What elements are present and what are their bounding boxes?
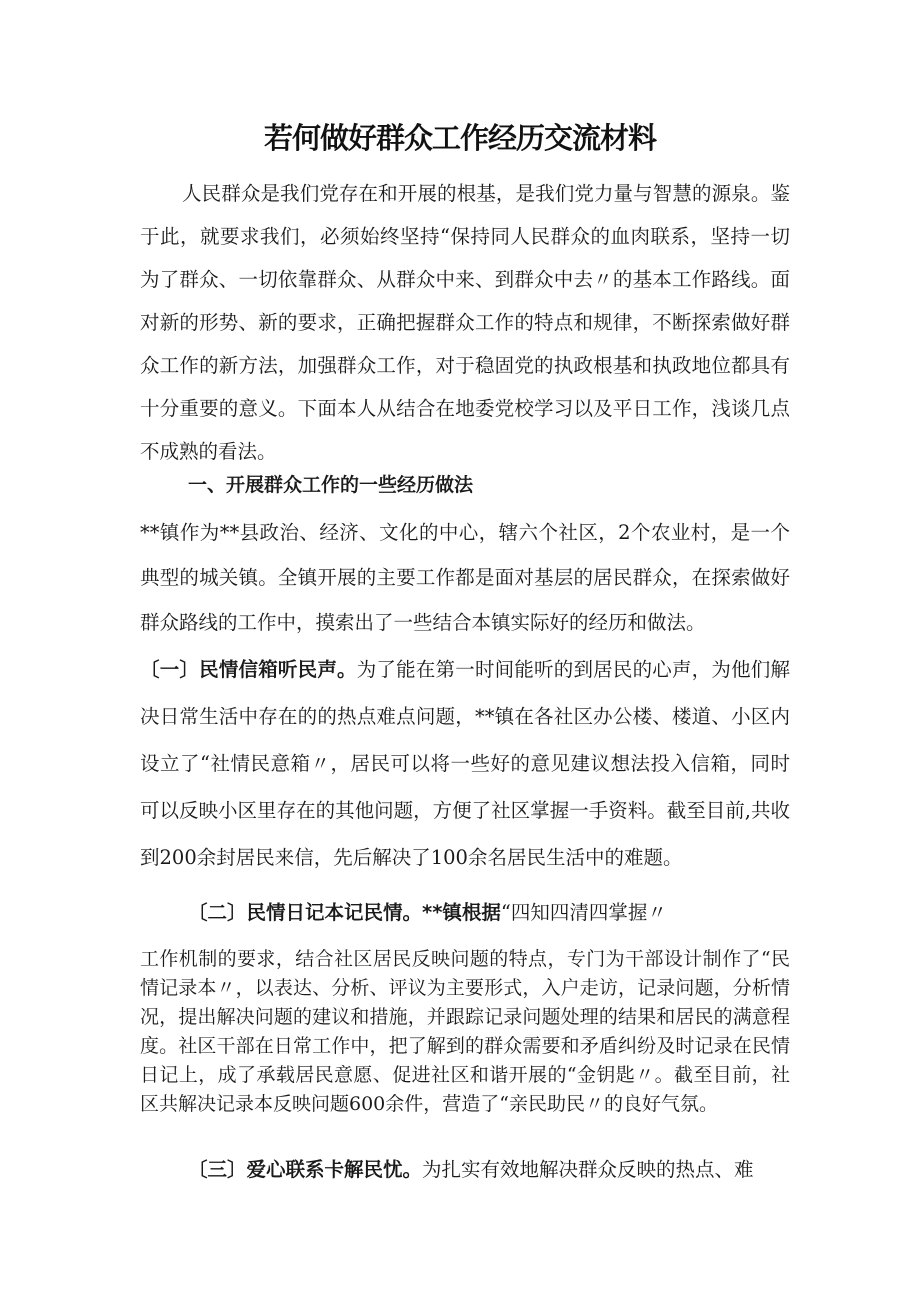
item-one-paragraph bbox=[140, 646, 790, 881]
town-intro-paragraph: **镇作为**县政治、经济、文化的中心，辖六个社区，2个农业村，是一个典型的城关镇。全镇开展的主要工作都是面对基层的居民群众，在探索做好群众路线的工作中，摸索出了一些结合本镇实际好的经历和做法。 bbox=[140, 521, 790, 634]
section-heading: 一、开展群众工作的一些经历做法 bbox=[188, 474, 474, 496]
item-three-paragraph bbox=[140, 1148, 790, 1192]
item-three-lead: 〔三〕爱心联系卡解民忧。 bbox=[188, 1158, 423, 1181]
item-one-body: 为了能在第一时间能听的到居民的心声，为他们解决日常生活中存在的的热点难点问题，**镇在各社区办公楼、楼道、小区内设立了“社情民意箱〃，居民可以将一些好的意见建议想法投入信箱，同时可以反映小区里存在的其他问题，方便了社区掌握一手资料。截至目前,共收到200余封居民来信，先后解决了100余名居民生活中的难题。 bbox=[140, 658, 790, 869]
item-two-body: 工作机制的要求，结合社区居民反映问题的特点，专门为干部设计制作了“民情记录本〃，以表达、分析、评议为主要形式，入户走访，记录问题，分析情况，提出解决问题的建议和措施，并跟踪记录问题处理的结果和居民的满意程度。社区干部在日常工作中，把了解到的群众需要和矛盾纠纷及时记录在民情日记上，成了承载居民意愿、促进社区和谐开展的“金钥匙〃。截至目前，社区共解决记录本反映问题600余件，营造了“亲民助民〃的良好气氛。 bbox=[140, 948, 790, 1115]
item-two-lead-tail: “四知四清四掌握〃 bbox=[500, 901, 667, 924]
item-one-lead: 〔一〕民情信箱听民声。 bbox=[140, 658, 357, 681]
item-two-lead: 〔二〕民情日记本记民情。**镇根据 bbox=[188, 901, 501, 924]
item-two-heading bbox=[188, 897, 667, 925]
intro-paragraph: 人民群众是我们党存在和开展的根基，是我们党力量与智慧的源泉。鉴于此，就要求我们，必须始终坚持“保持同人民群众的血肉联系，坚持一切为了群众、一切依靠群众、从群众中来、到群众中去〃的基本工作路线。面对新的形势、新的要求，正确把握群众工作的特点和规律，不断探索做好群众工作的新方法，加强群众工作，对于稳固党的执政根基和执政地位都具有十分重要的意义。下面本人从结合在地委党校学习以及平日工作，浅谈几点不成熟的看法。 bbox=[140, 182, 790, 463]
document-title: 若何做好群众工作经历交流材料 bbox=[263, 121, 656, 155]
item-three-body: 为扎实有效地解决群众反映的热点、难 bbox=[422, 1158, 754, 1181]
